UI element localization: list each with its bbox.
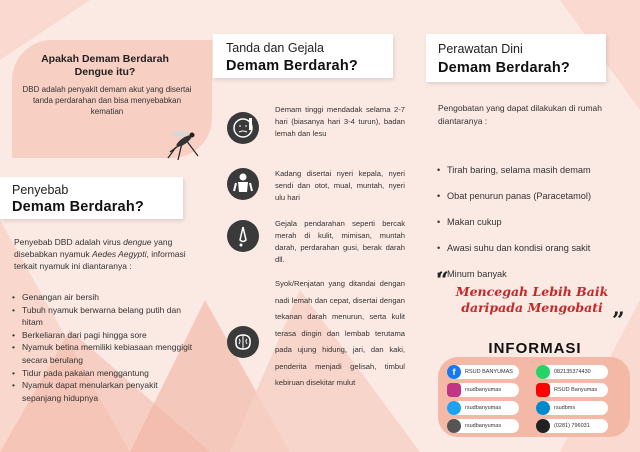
mosquito-icon — [162, 122, 202, 162]
info-title: INFORMASI — [488, 340, 582, 357]
contact-label: (0281) 796031 — [554, 423, 590, 429]
symptom-text: Gejala pendarahan seperti bercak merah di kulit, mimisan, muntah darah, perdarahan gusi, berak darah dll. — [275, 219, 405, 264]
contact-facebook[interactable] — [447, 365, 519, 379]
contact-label: rsudbanyumas — [465, 423, 502, 429]
contact-whatsapp[interactable] — [536, 365, 608, 379]
contact-phone[interactable] — [536, 419, 608, 433]
list-item: • Obat penurun panas (Paracetamol) — [437, 191, 591, 217]
brain-icon — [227, 326, 259, 358]
list-item: • Genangan air bersih — [12, 291, 198, 304]
list-item: • Tidur pada pakaian menggantung — [12, 367, 198, 380]
nose-bleed-icon — [227, 220, 259, 252]
contact-instagram[interactable] — [447, 383, 519, 397]
care-heading-small: Perawatan Dini — [438, 42, 523, 56]
contact-label: rsudbanyumas — [465, 387, 502, 393]
fever-face-icon — [227, 112, 259, 144]
cause-heading-small: Penyebab — [12, 183, 69, 197]
list-item: • Nyamuk betina memiliki kebiasaan menggigit secara berulang — [12, 341, 198, 366]
contact-label: rsudbanyumas — [465, 405, 502, 411]
list-item: • Minum banyak — [437, 269, 591, 295]
symptoms-heading-big: Demam Berdarah? — [226, 58, 358, 74]
close-quote: ” — [612, 308, 625, 334]
care-heading-big: Demam Berdarah? — [438, 60, 570, 76]
contact-telegram[interactable] — [536, 401, 608, 415]
list-item: • Nyamuk dapat menularkan penyakit sepanjang hidupnya — [12, 379, 198, 404]
website-icon — [447, 419, 461, 433]
definition-title: Apakah Demam Berdarah Dengue itu? — [41, 53, 169, 78]
body-pain-icon — [227, 168, 259, 200]
mosquito-name: Aedes Aegypti — [91, 249, 147, 259]
facebook-icon: f — [447, 365, 461, 379]
symptom-text: Demam tinggi mendadak selama 2-7 hari (biasanya hari 3-4 turun), badan lemah dan lesu — [275, 105, 405, 138]
cause-list — [12, 291, 198, 404]
slogan-line-1: Mencegah Lebih Baik — [455, 284, 609, 299]
whatsapp-icon — [536, 365, 550, 379]
list-item: • Tubuh nyamuk berwarna belang putih dan hitam — [12, 304, 198, 329]
contact-youtube[interactable] — [536, 383, 608, 397]
symptom-text: Kadang disertai nyeri kepala, nyeri sendi dan otot, mual, muntah, nyeri ulu hari — [275, 169, 405, 202]
care-list — [437, 165, 591, 295]
symptom-text: Syok/Renjatan yang ditandai dengan nadi lemah dan cepat, disertai dengan tekanan darah menurun, serta kulit terasa dingin dan lembab terutama pada ujung hidung, jari, dan kaki, penderita menjadi gelisah, timbul kebiruan disekitar mulut — [275, 279, 405, 387]
contact-label: RSUD BANYUMAS — [465, 369, 513, 375]
contact-label: RSUD Banyumas — [554, 387, 598, 393]
instagram-icon — [447, 383, 461, 397]
slogan — [442, 284, 622, 316]
slogan-line-2: daripada Mengobati — [461, 300, 603, 315]
contact-twitter[interactable] — [447, 401, 519, 415]
list-item: • Berkeliaran dari pagi hingga sore — [12, 329, 198, 342]
list-item: • Makan cukup — [437, 217, 591, 243]
phone-icon — [536, 419, 550, 433]
cause-heading-big: Demam Berdarah? — [12, 199, 144, 215]
telegram-icon — [536, 401, 550, 415]
contact-label: 082135374430 — [554, 369, 591, 375]
open-quote: “ — [436, 268, 449, 294]
symptoms-heading-small: Tanda dan Gejala — [226, 41, 324, 55]
virus-name: dengue — [123, 237, 152, 247]
cause-intro-text-1: Penyebab DBD adalah virus — [14, 237, 124, 247]
cause-intro-text-3: , informasi terkait nyamuk ini diantaranya : — [14, 249, 186, 271]
care-intro: Pengobatan yang dapat dilakukan di rumah diantaranya : — [438, 103, 602, 126]
list-item: • Tirah baring, selama masih demam — [437, 165, 591, 191]
list-item: • Awasi suhu dan kondisi orang sakit — [437, 243, 591, 269]
contact-website[interactable] — [447, 419, 519, 433]
youtube-icon — [536, 383, 550, 397]
twitter-icon — [447, 401, 461, 415]
definition-body: DBD adalah penyakit demam akut yang disertai tanda perdarahan dan bisa menyebabkan kematian — [22, 85, 192, 116]
contact-label: rsudbms — [554, 405, 576, 411]
cause-intro — [14, 236, 196, 272]
cause-intro-text-2: yang disebabkan nyamuk — [14, 237, 173, 259]
